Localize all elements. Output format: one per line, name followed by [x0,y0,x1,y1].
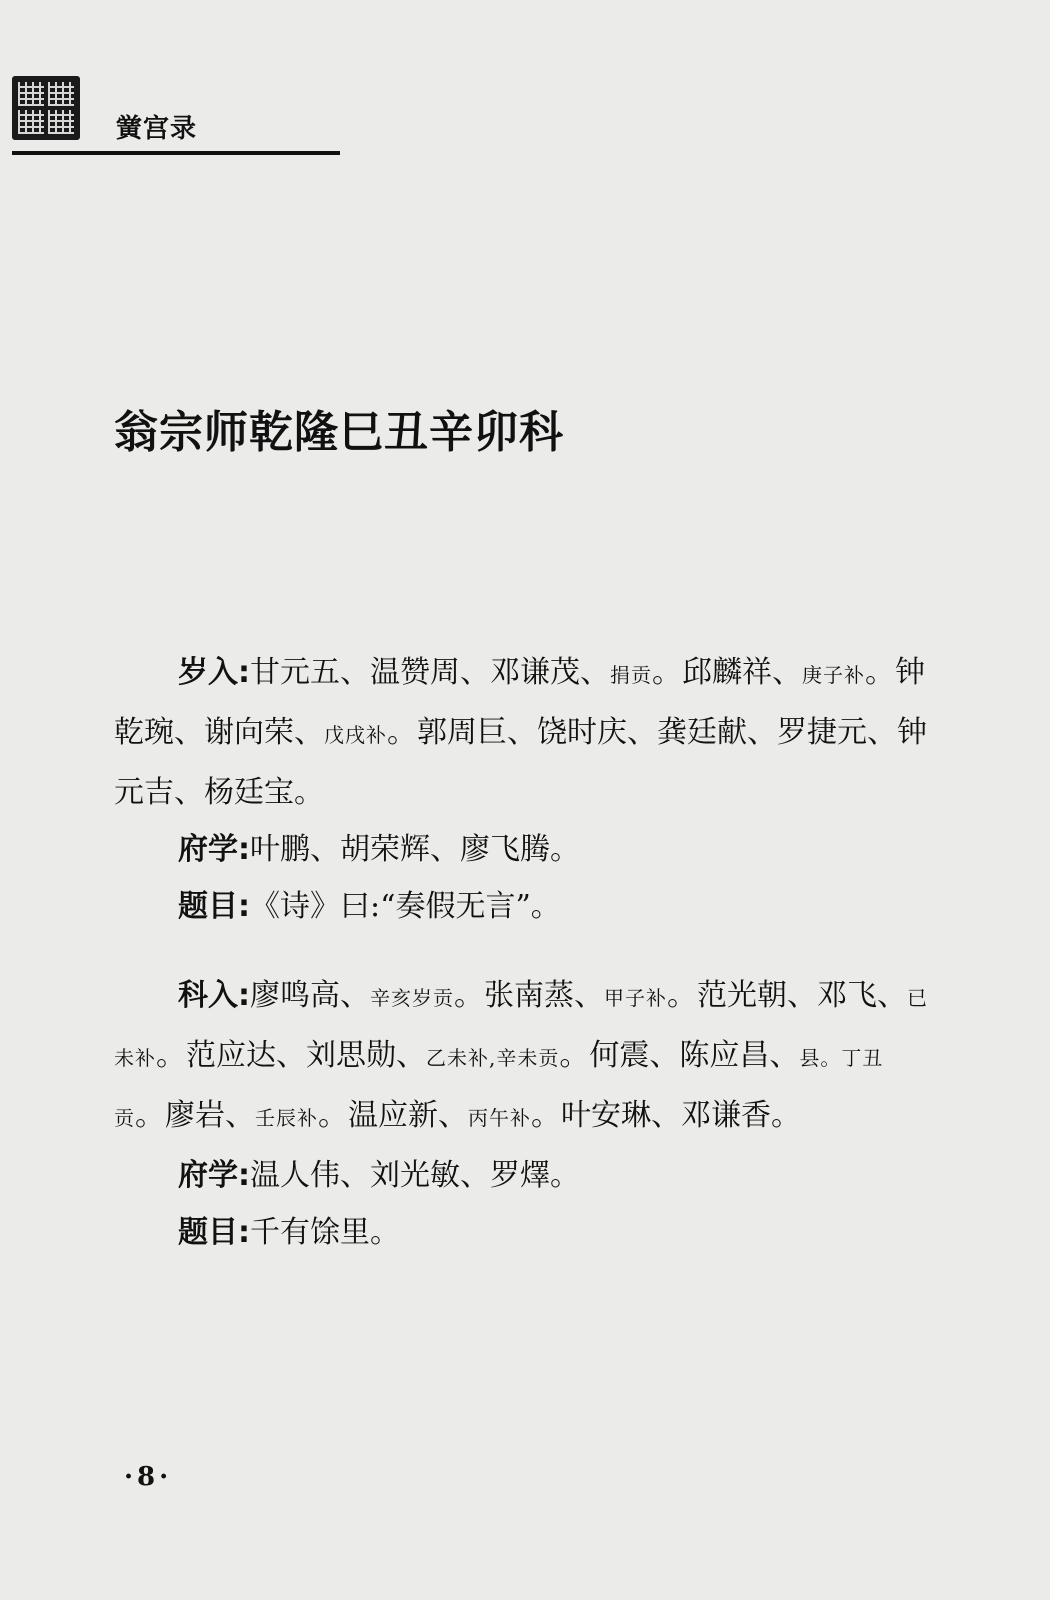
fuxue-paragraph [114,1147,930,1204]
name-run: 。张南蒸、 [454,978,604,1013]
name-run: 。何震、陈应昌、 [559,1038,800,1073]
seal-icon [12,76,80,140]
name-run: 。邱麟祥、 [652,655,802,690]
section-block-1 [114,644,930,935]
annotation: 辛亥岁贡 [370,986,454,1010]
name-run: 。温应新、 [318,1098,468,1133]
name-run: 。钟乾琬、谢向荣、 [114,655,925,750]
timu-label: 题目: [178,889,250,924]
name-run: 。范应达、刘思勋、 [156,1038,426,1073]
fuxue-paragraph [114,821,930,878]
name-run: 。廖岩、 [135,1098,255,1133]
section-block-2 [114,967,930,1261]
annotation: 县。丁丑贡 [114,1046,884,1130]
timu-text: 千有馀里。 [250,1215,400,1250]
page-number: ·8· [124,1462,173,1492]
timu-text: 《诗》曰:“奏假无言”。 [250,889,561,924]
fuxue-label: 府学: [178,832,250,867]
running-head: 黉宫录 [116,114,198,144]
header-rule [12,151,340,155]
timu-paragraph [114,878,930,935]
name-run: 廖鸣高、 [250,978,370,1013]
section-title: 翁宗师乾隆巳丑辛卯科 [114,407,564,458]
annotation: 戊戌补 [324,723,387,747]
keru-paragraph [114,967,930,1147]
annotation: 壬辰补 [255,1106,318,1130]
keru-label: 科入: [178,978,250,1013]
name-run: 。郭周巨、饶时庆、龚廷献、罗捷元、钟元吉、杨廷宝。 [114,715,927,810]
fuxue-text: 温人伟、刘光敏、罗燡。 [250,1158,580,1193]
annotation: 乙未补,辛未贡 [426,1046,560,1070]
name-run: 甘元五、温赞周、邓谦茂、 [250,655,610,690]
annotation: 丙午补 [468,1106,531,1130]
annotation: 捐贡 [610,663,652,687]
suiru-paragraph [114,644,930,821]
suiru-label: 岁入: [178,655,250,690]
fuxue-text: 叶鹏、胡荣辉、廖飞腾。 [250,832,580,867]
timu-label: 题目: [178,1215,250,1250]
fuxue-label: 府学: [178,1158,250,1193]
name-run: 。范光朝、邓飞、 [667,978,907,1013]
annotation: 甲子补 [604,986,667,1010]
annotation: 已未补 [114,986,928,1070]
name-run: 。叶安琳、邓谦香。 [531,1098,801,1133]
timu-paragraph [114,1204,930,1261]
annotation: 庚子补 [802,663,865,687]
